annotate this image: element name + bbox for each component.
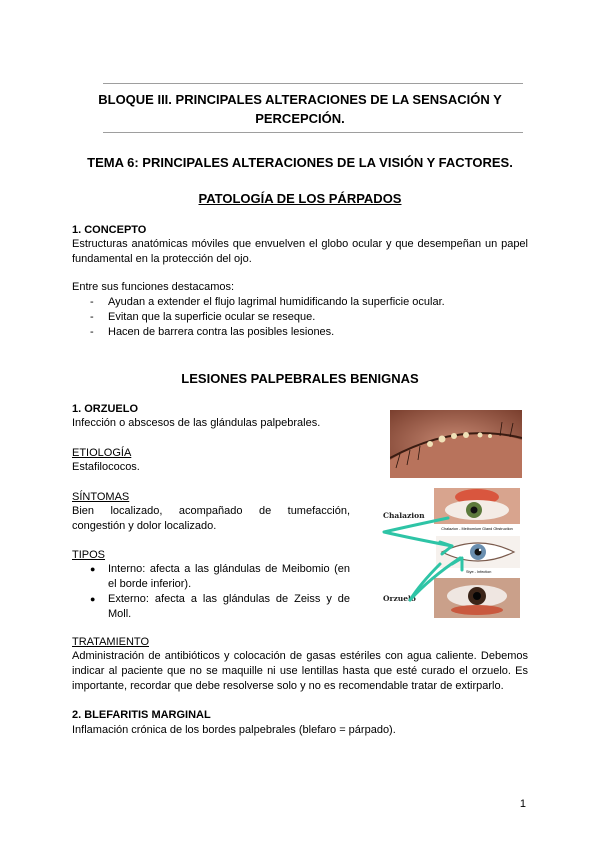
orzuelo-definition: Infección o abscesos de las glándulas palpebrales. (72, 417, 321, 429)
list-item: ● Interno: afecta a las glándulas de Meibomio (en el borde inferior). (88, 562, 350, 592)
funciones-intro: Entre sus funciones destacamos: (72, 281, 235, 293)
funciones-list (88, 295, 445, 340)
list-item: - Ayudan a extender el flujo lagrimal humidificando la superficie ocular. (88, 295, 445, 310)
orzuelo-label: Orzuelo (383, 594, 416, 603)
block-title (80, 90, 520, 128)
tratamiento-heading: TRATAMIENTO (72, 636, 149, 648)
block-title-line-1: BLOQUE III. PRINCIPALES ALTERACIONES DE LA SENSACIÓN Y (98, 92, 502, 107)
sintomas-heading: SÍNTOMAS (72, 491, 130, 503)
tratamiento-text: Administración de antibióticos y colocación de gasas estériles con agua caliente. Debemos indicar al paciente que no se maquille ni use lentillas hasta que esté curado el orzuelo. Es importante, recordar que debe resolverse solo y no es recomendable tratar de extirparlo. (72, 650, 528, 692)
list-item: - Hacen de barrera contra las posibles lesiones. (88, 325, 445, 340)
sintomas-text: Bien localizado, acompañado de tumefacción, congestión y dolor localizado. (72, 505, 350, 532)
orzuelo-heading: 1. ORZUELO (72, 403, 139, 415)
tipos-heading: TIPOS (72, 549, 106, 561)
stye-caption: Stye - Infection (466, 570, 492, 574)
chalazion-label: Chalazion (383, 511, 425, 520)
blefaritis-heading: 2. BLEFARITIS MARGINAL (72, 709, 211, 721)
list-item: - Evitan que la superficie ocular se reseque. (88, 310, 445, 325)
bottom-rule (103, 132, 523, 133)
patologia-title: PATOLOGÍA DE LOS PÁRPADOS (198, 191, 402, 206)
concepto-text: Estructuras anatómicas móviles que envuelven el globo ocular y que desempeñan un papel fundamental en la protección del ojo. (72, 238, 528, 265)
blefaritis-text: Inflamación crónica de los bordes palpebrales (blefaro = párpado). (72, 724, 396, 736)
annotation-arrows (370, 488, 530, 628)
concepto-heading: 1. CONCEPTO (72, 224, 147, 236)
tipos-list (88, 562, 350, 622)
block-title-line-2: PERCEPCIÓN. (255, 111, 345, 126)
etiologia-text: Estafilococos. (72, 461, 140, 473)
lesiones-title: LESIONES PALPEBRALES BENIGNAS (181, 371, 419, 386)
stye-closeup-photo (390, 410, 522, 478)
page-number: 1 (519, 798, 526, 810)
tema-title: TEMA 6: PRINCIPALES ALTERACIONES DE LA VISIÓN Y FACTORES. (87, 155, 513, 170)
list-item: ● Externo: afecta a las glándulas de Zeiss y de Moll. (88, 592, 350, 622)
top-rule (103, 83, 523, 84)
chalazion-caption: Chalazion - Meibomium Gland Obstruction (441, 527, 513, 531)
etiologia-heading: ETIOLOGÍA (72, 447, 132, 459)
